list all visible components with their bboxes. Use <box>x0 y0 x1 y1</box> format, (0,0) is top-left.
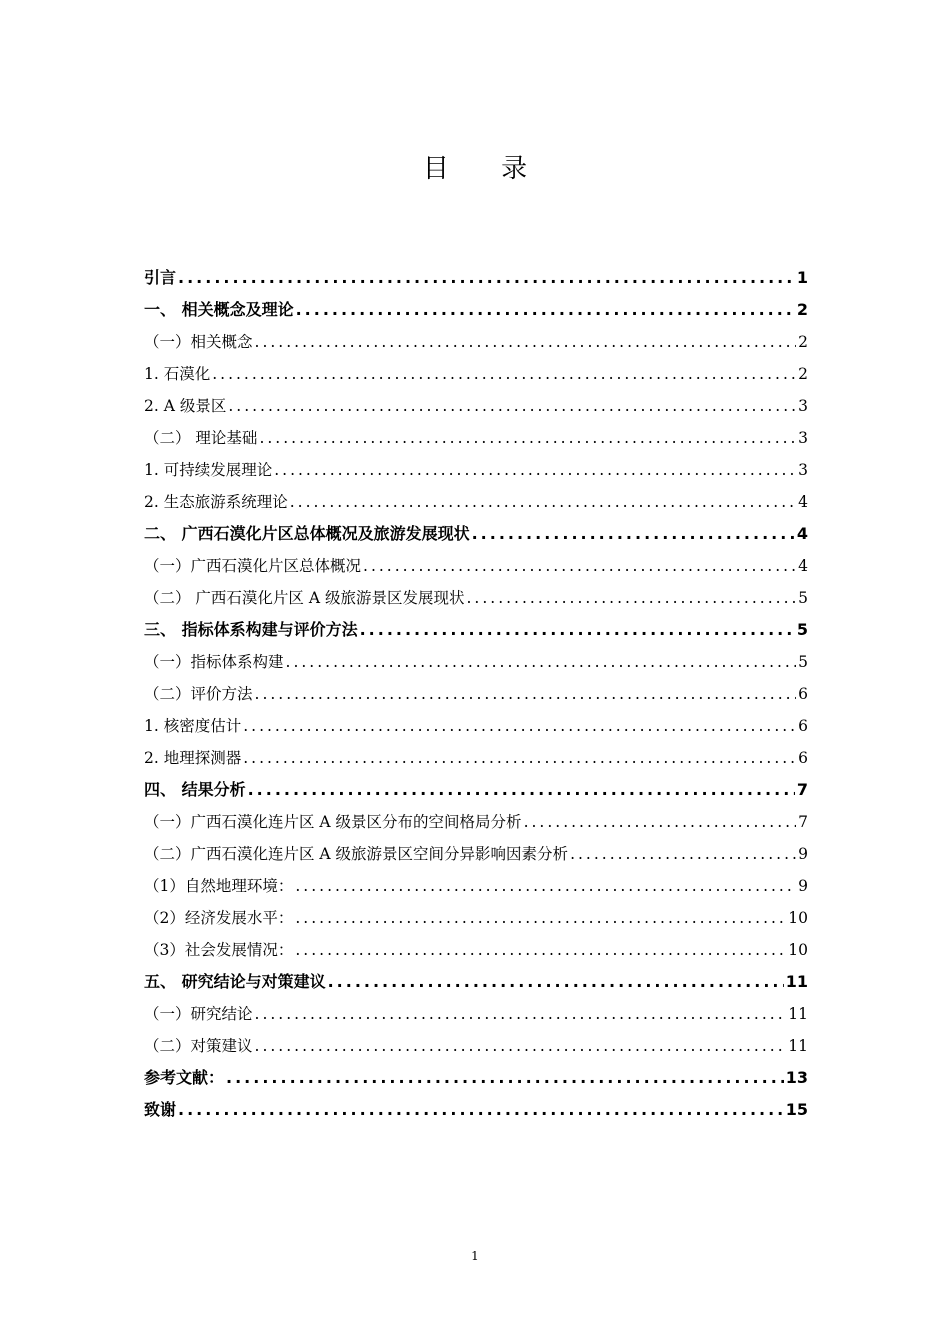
toc-entry-page: 6 <box>798 717 808 735</box>
toc-entry-title: 致谢 <box>144 1100 177 1119</box>
toc-dot-leader <box>290 486 796 518</box>
toc-entry-title: （一）广西石漠化片区总体概况 <box>144 557 362 575</box>
toc-dot-leader <box>274 454 796 486</box>
toc-entry-title: 五、 研究结论与对策建议 <box>144 972 326 991</box>
toc-entry-title: （1）自然地理环境： <box>144 877 294 895</box>
toc-entry[interactable] <box>144 614 808 646</box>
toc-entry-page: 1 <box>796 268 808 287</box>
table-of-contents <box>144 262 808 1126</box>
toc-dot-leader <box>226 1062 784 1094</box>
page-number: 1 <box>471 1249 479 1263</box>
toc-entry-title: 三、 指标体系构建与评价方法 <box>144 620 358 639</box>
toc-entry-title: （一）研究结论 <box>144 1005 253 1023</box>
toc-entry-title: （二） 广西石漠化片区 A 级旅游景区发展现状 <box>144 589 465 607</box>
toc-entry-page: 4 <box>798 557 808 575</box>
toc-entry-page: 2 <box>798 333 808 351</box>
toc-dot-leader <box>524 806 797 838</box>
toc-entry[interactable] <box>144 934 808 966</box>
toc-entry[interactable] <box>144 1094 808 1126</box>
toc-entry[interactable] <box>144 710 808 742</box>
toc-entry[interactable] <box>144 902 808 934</box>
toc-entry-title: 二、 广西石漠化片区总体概况及旅游发展现状 <box>144 524 470 543</box>
toc-entry-title: （二） 理论基础 <box>144 429 258 447</box>
toc-entry-title: 参考文献： <box>144 1068 225 1087</box>
page-title: 目 录 <box>422 154 550 184</box>
toc-entry[interactable] <box>144 1062 808 1094</box>
toc-entry-title: 2. 地理探测器 <box>144 749 242 767</box>
toc-dot-leader <box>243 742 796 774</box>
toc-entry[interactable] <box>144 1030 808 1062</box>
toc-dot-leader <box>295 934 786 966</box>
toc-entry[interactable] <box>144 326 808 358</box>
toc-entry[interactable] <box>144 678 808 710</box>
toc-entry-title: 1. 石漠化 <box>144 365 211 383</box>
toc-entry-title: 2. 生态旅游系统理论 <box>144 493 288 511</box>
toc-entry[interactable] <box>144 774 808 806</box>
toc-entry-title: （3）社会发展情况： <box>144 941 294 959</box>
toc-entry[interactable] <box>144 294 808 326</box>
toc-dot-leader <box>255 1030 787 1062</box>
toc-entry-title: （二）对策建议 <box>144 1037 253 1055</box>
toc-entry-page: 5 <box>798 589 808 607</box>
toc-entry-title: （2）经济发展水平： <box>144 909 294 927</box>
toc-dot-leader <box>296 294 795 326</box>
toc-entry-title: （一）指标体系构建 <box>144 653 284 671</box>
toc-entry-page: 5 <box>796 620 808 639</box>
toc-entry[interactable] <box>144 582 808 614</box>
toc-entry[interactable] <box>144 358 808 390</box>
toc-entry-page: 11 <box>788 1005 808 1023</box>
toc-dot-leader <box>212 358 796 390</box>
toc-entry[interactable] <box>144 550 808 582</box>
toc-entry-page: 3 <box>798 429 808 447</box>
toc-entry-title: 1. 可持续发展理论 <box>144 461 273 479</box>
toc-dot-leader <box>248 774 795 806</box>
toc-entry-page: 9 <box>798 877 808 895</box>
toc-dot-leader <box>243 710 796 742</box>
toc-entry-page: 7 <box>798 813 808 831</box>
toc-entry[interactable] <box>144 454 808 486</box>
toc-entry-title: 一、 相关概念及理论 <box>144 300 294 319</box>
toc-entry-page: 3 <box>798 461 808 479</box>
toc-entry-page: 9 <box>798 845 808 863</box>
toc-dot-leader <box>178 1094 784 1126</box>
toc-dot-leader <box>570 838 796 870</box>
toc-entry-page: 15 <box>785 1100 808 1119</box>
toc-dot-leader <box>360 614 795 646</box>
toc-dot-leader <box>255 326 797 358</box>
toc-entry[interactable] <box>144 742 808 774</box>
toc-entry[interactable] <box>144 998 808 1030</box>
toc-entry-page: 6 <box>798 749 808 767</box>
toc-dot-leader <box>466 582 796 614</box>
toc-entry-page: 4 <box>796 524 808 543</box>
toc-entry-page: 2 <box>798 365 808 383</box>
toc-entry-title: 四、 结果分析 <box>144 780 246 799</box>
toc-entry-title: （二）评价方法 <box>144 685 253 703</box>
toc-entry-page: 6 <box>798 685 808 703</box>
toc-dot-leader <box>286 646 797 678</box>
toc-dot-leader <box>228 390 796 422</box>
toc-dot-leader <box>178 262 795 294</box>
toc-dot-leader <box>295 902 786 934</box>
toc-entry-page: 3 <box>798 397 808 415</box>
toc-entry-page: 7 <box>796 780 808 799</box>
toc-entry-page: 2 <box>796 300 808 319</box>
toc-entry[interactable] <box>144 262 808 294</box>
toc-entry-page: 10 <box>788 941 808 959</box>
toc-entry[interactable] <box>144 646 808 678</box>
toc-entry[interactable] <box>144 838 808 870</box>
toc-entry[interactable] <box>144 806 808 838</box>
toc-dot-leader <box>295 870 796 902</box>
toc-entry-page: 10 <box>788 909 808 927</box>
toc-entry[interactable] <box>144 870 808 902</box>
toc-entry[interactable] <box>144 518 808 550</box>
toc-dot-leader <box>472 518 795 550</box>
toc-entry-title: （二）广西石漠化连片区 A 级旅游景区空间分异影响因素分析 <box>144 845 569 863</box>
toc-dot-leader <box>259 422 796 454</box>
toc-entry-title: 1. 核密度估计 <box>144 717 242 735</box>
toc-entry-page: 5 <box>798 653 808 671</box>
toc-entry[interactable] <box>144 390 808 422</box>
toc-entry-page: 11 <box>785 972 808 991</box>
toc-entry-page: 4 <box>798 493 808 511</box>
toc-entry-title: 2. A 级景区 <box>144 397 227 415</box>
toc-entry-title: 引言 <box>144 268 177 287</box>
toc-dot-leader <box>363 550 796 582</box>
toc-entry-title: （一）广西石漠化连片区 A 级景区分布的空间格局分析 <box>144 813 522 831</box>
toc-entry-title: （一）相关概念 <box>144 333 253 351</box>
toc-dot-leader <box>255 678 797 710</box>
toc-entry[interactable] <box>144 422 808 454</box>
toc-entry[interactable] <box>144 966 808 998</box>
toc-entry[interactable] <box>144 486 808 518</box>
toc-dot-leader <box>255 998 787 1030</box>
toc-entry-page: 11 <box>788 1037 808 1055</box>
toc-entry-page: 13 <box>785 1068 808 1087</box>
toc-dot-leader <box>328 966 784 998</box>
